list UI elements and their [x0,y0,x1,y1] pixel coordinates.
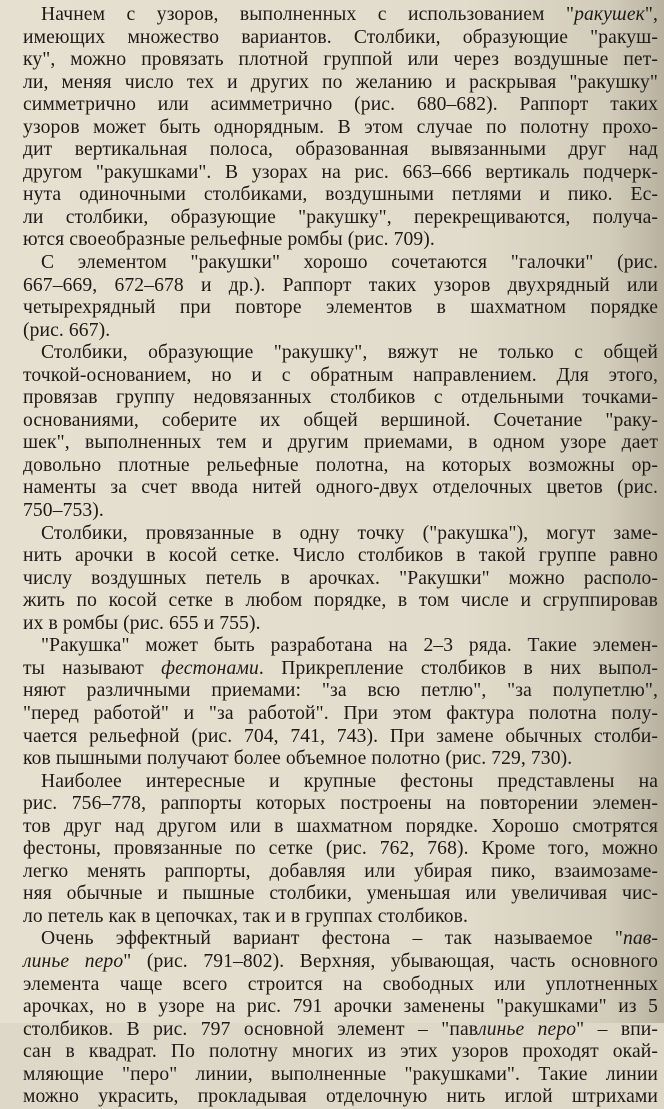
paragraph-6 [23,771,658,929]
text-line: няют различными приемами: "за всю петлю", "за полупетлю", [23,680,658,702]
text-line: Наиболее интересные и крупные фестоны представлены на [41,770,658,792]
text-line: Начнем с узоров, выполненных с использованием "ракушек", [41,4,658,25]
text-line: узоров может быть однорядным. В этом случае по полотну прохо- [23,116,658,138]
text-line: можно украсить, прокладывая отделочную нить иглой штрихами [23,1086,658,1108]
text-line: дит вертикальная полоса, образованная вывязанными друг над [23,139,658,161]
text-line: Столбики, провязанные в одну точку ("ракушка"), могут заме- [41,522,658,544]
text-line: рис. 756–778, раппорты которых построены на повторении элемен- [23,793,658,815]
text-line: точкой-основанием, но и с обратным направлением. Для этого, [23,364,658,386]
text-line: Столбики, образующие "ракушку", вяжут не только с общей [41,342,658,364]
text-line: "перед работой" и "за работой". При этом фактура полотна полу- [23,702,658,724]
text-line: тов друг над другом или в шахматном порядке. Хорошо смотрятся [23,815,658,837]
paragraph-4 [23,523,658,636]
text-line: ку", можно провязать плотной группой или через воздушные пет- [23,49,658,71]
text-line: другом "ракушками". В узорах на рис. 663–666 вертикаль подчерк- [23,161,658,183]
text-line: четырехрядный при повторе элементов в шахматном порядке [23,297,658,319]
text-line: основаниями, соберите их общей вершиной. Сочетание "раку- [23,409,658,431]
text-line: жить по косой сетке в любом порядке, в том числе и сгруппировав [23,590,658,612]
text-line: няя обычные и пышные столбики, уменьшая или увеличивая чис- [23,883,658,905]
text-line: ты называют фестонами. Прикрепление столбиков в них выпол- [23,657,658,679]
text-line: сан в квадрат. По полотну многих из этих узоров проходят окай- [23,1041,658,1063]
text-line: ков пышными получают более объемное полотно (рис. 729, 730). [23,748,573,770]
paragraph-1 [23,4,658,252]
text-line: ются своеобразные рельефные ромбы (рис. 709). [23,229,435,251]
text-line: арочках, но в узоре на рис. 791 арочки заменены "ракушками" из 5 [23,996,658,1018]
text-line: их в ромбы (рис. 655 и 755). [23,612,261,634]
text-line: ли столбики, образующие "ракушку", перекрещиваются, получа- [23,206,658,228]
text-line: С элементом "ракушки" хорошо сочетаются "галочки" (рис. [41,252,658,274]
text-line: 667–669, 672–678 и др.). Раппорт таких узоров двухрядный или [23,274,658,296]
text-line: числу воздушных петель в арочках. "Ракушки" можно располо- [23,567,658,589]
text-line: чается рельефной (рис. 704, 741, 743). При замене обычных столби- [23,725,658,747]
text-line: мляющие "перо" линии, выполненные "ракушками". Такие линии [23,1063,658,1085]
text-line: "Ракушка" может быть разработана на 2–3 ряда. Такие элемен- [41,635,658,657]
text-line: столбиков. В рис. 797 основной элемент – "павлинье перо" – впи- [23,1018,658,1040]
text-line: 750–753). [23,500,104,522]
text-line: нить арочки в косой сетке. Число столбиков в такой группе равно [23,545,658,567]
text-line: довольно плотные рельефные полотна, на которых возможны ор- [23,454,658,476]
text-line: элемента чаще всего строится на свободных или уплотненных [23,973,658,995]
text-line: шек", выполненных тем и другим приемами, в одном узоре дает [23,432,658,454]
text-line: Очень эффектный вариант фестона – так называемое "пав- [41,928,658,950]
text-line: (рис. 667). [23,319,111,341]
paragraph-3 [23,342,658,522]
text-line: ли, меняя число тех и других по желанию и раскрывая "ракушку" [23,71,658,93]
paragraph-7 [23,928,658,1108]
text-line: нута одиночными столбиками, воздушными петлями и пико. Ес- [23,184,658,206]
paragraph-5 [23,635,658,770]
text-line: имеющих множество вариантов. Столбики, образующие "ракуш- [23,26,658,48]
text-line: ло петель как в цепочках, так и в группах столбиков. [23,905,468,927]
text-line: линье перо" (рис. 791–802). Верхняя, убывающая, часть основного [23,950,658,972]
paragraph-2 [23,252,658,342]
text-line: легко менять раппорты, добавляя или убирая пико, взаимозаме- [23,860,658,882]
text-line: фестоны, провязанные по сетке (рис. 762, 768). Кроме того, можно [23,838,658,860]
text-line: наменты за счет ввода нитей одного-двух отделочных цветов (рис. [23,477,658,499]
text-line: провязав группу недовязанных столбиков с отдельными точками- [23,387,658,409]
text-line: симметрично или асимметрично (рис. 680–682). Раппорт таких [23,94,658,116]
